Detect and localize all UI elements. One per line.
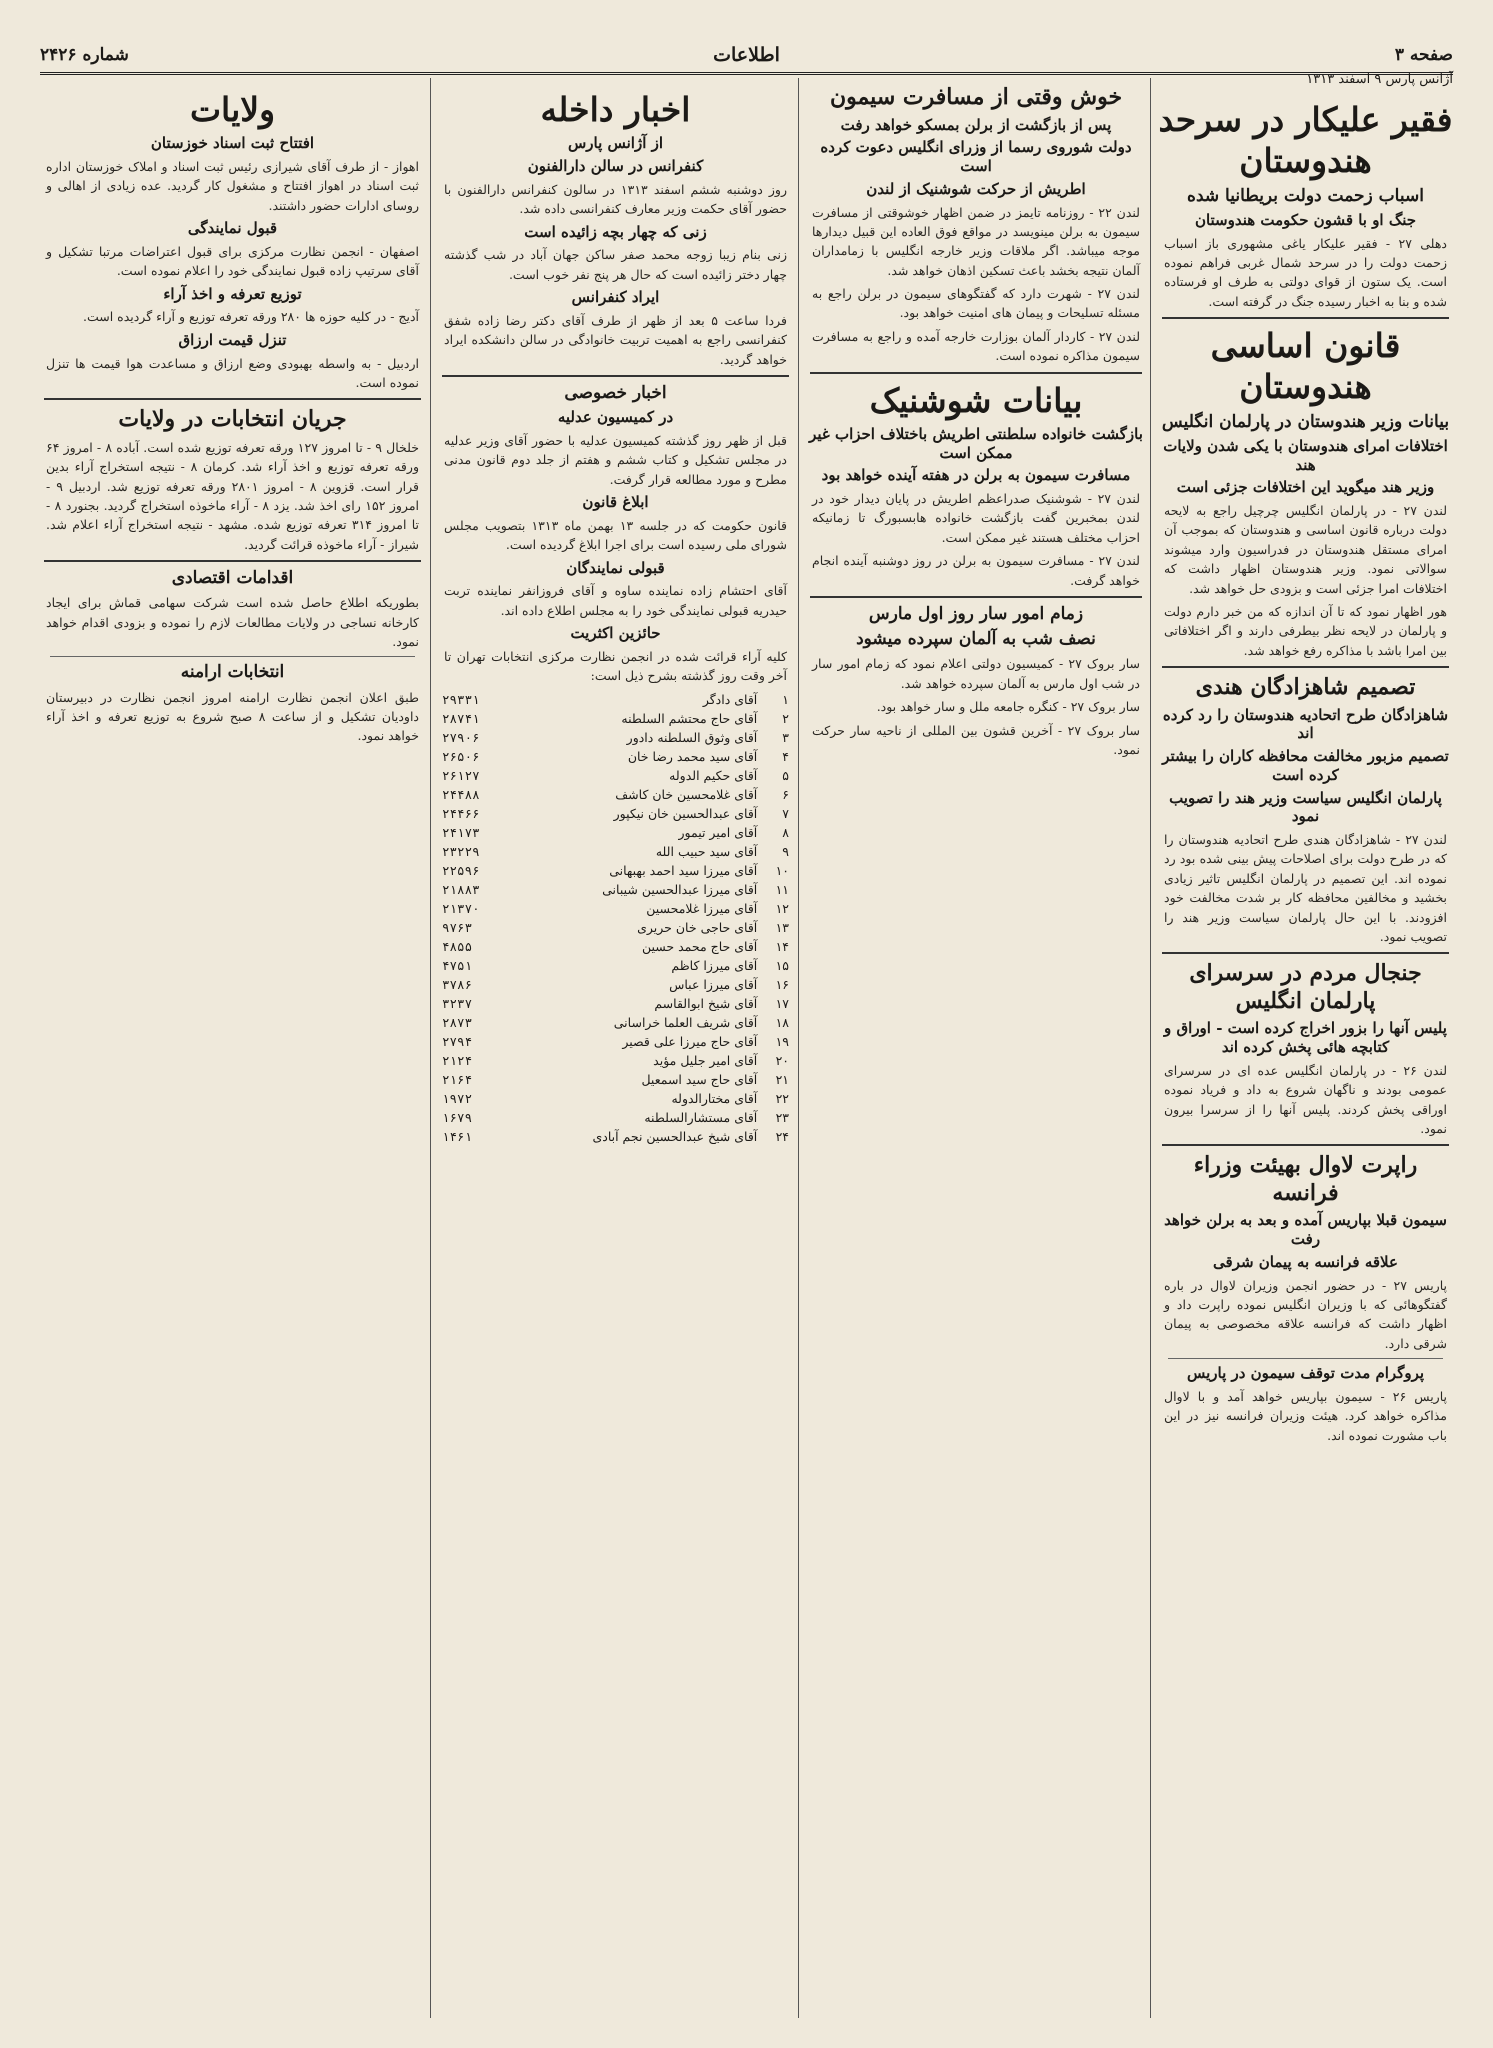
table-row [438, 766, 793, 785]
table-row [438, 937, 793, 956]
rank-cell: ۲ [782, 710, 789, 726]
headline-simon-trip: خوش وقتی از مسافرت سیمون [829, 84, 1123, 110]
headline-armenian-elections: انتخابات ارامنه [180, 662, 285, 683]
table-row [438, 1051, 793, 1070]
rank-cell: ۸ [782, 824, 789, 840]
rank-cell: ۶ [782, 786, 789, 802]
name-cell: آقای میرزا عبدالحسین شیبانی [602, 881, 758, 897]
name-cell: آقای دادگر [702, 691, 758, 707]
subhead: افتتاح ثبت اسناد خوزستان [150, 134, 315, 153]
column-rule [798, 78, 799, 2018]
votes-cell: ۴۷۵۱ [442, 957, 473, 973]
subhead: اسباب زحمت دولت بریطانیا شده [1187, 185, 1424, 206]
subhead: قبولی نمایندگان [566, 558, 665, 577]
name-cell: آقای سید حبیب الله [655, 843, 758, 859]
section-title-provinces: ولایات [189, 90, 276, 129]
article-text: آقای احتشام زاده نماینده ساوه و آقای فروزانفر نماینده تربت حیدریه قبولی نمایندگی خود را به مجلس اطلاع داده اند. [444, 583, 787, 618]
subhead: پلیس آنها را بزور اخراج کرده است - اوراق و کتابچه هائی پخش کرده اند [1164, 1019, 1447, 1056]
votes-cell: ۲۱۳۷۰ [442, 900, 480, 916]
name-cell: آقای امیر تیمور [678, 824, 758, 840]
rank-cell: ۱۰ [775, 862, 789, 878]
table-row [438, 918, 793, 937]
votes-cell: ۲۸۷۴۱ [442, 710, 480, 726]
source-line: از آژانس پارس [567, 134, 664, 153]
headline-parliament: جنجال مردم در سرسرای پارلمان انگلیس [1189, 960, 1422, 1014]
subhead: مسافرت سیمون به برلن در هفته آینده خواهد بود [821, 466, 1131, 485]
votes-cell: ۱۹۷۲ [442, 1090, 473, 1106]
name-cell: آقای مستشارالسلطنه [644, 1109, 758, 1125]
votes-cell: ۲۱۶۴ [442, 1071, 473, 1087]
name-cell: آقای میرزا عباس [669, 976, 758, 992]
article-text: بطوریکه اطلاع حاصل شده است شرکت سهامی قماش برای ایجاد کارخانه نساجی در ولایات مطالعات لازم را نموده و بزودی اقدام خواهد نمود. [46, 595, 419, 649]
page-label: صفحه ۳ [1394, 45, 1453, 65]
article-text: روز دوشنبه ششم اسفند ۱۳۱۳ در سالون کنفرانس دارالفنون با حضور آقای حکمت وزیر معارف کنفرانسی داده شد. [444, 181, 788, 217]
subhead: شاهزادگان طرح اتحادیه هندوستان را رد کرده اند [1162, 705, 1449, 743]
subhead: زنی که چهار بچه زائیده است [524, 222, 707, 241]
masthead [40, 38, 1453, 75]
votes-cell: ۲۴۱۷۳ [442, 824, 480, 840]
votes-cell: ۲۶۵۰۶ [442, 748, 480, 764]
article-text: اردبیل - به واسطه بهبودی وضع ارزاق و مساعدت هوا قیمت ها تنزل نموده است. [46, 355, 419, 390]
rank-cell: ۱۲ [775, 900, 789, 916]
divider [810, 372, 1142, 374]
divider [44, 398, 421, 400]
divider [50, 656, 415, 657]
table-row [438, 785, 793, 804]
article-text: قبل از ظهر روز گذشته کمیسیون عدلیه با حضور آقای وزیر عدلیه در مجلس تشکیل و کتاب ششم و هفتم از جلد دوم قانون مدنی مطرح و مورد مطالعه قرار گرفت. [444, 432, 787, 487]
name-cell: آقای حاج محتشم السلطنه [621, 710, 758, 726]
rank-cell: ۹ [782, 843, 789, 859]
subhead: اختلافات امرای هندوستان با یکی شدن ولایات هند [1163, 436, 1448, 474]
rank-cell: ۱۱ [775, 881, 789, 897]
subhead: توزیع تعرفه و اخذ آراء [163, 284, 302, 303]
article-text: لندن ۲۷ - شاهزادگان هندی طرح اتحادیه هندوستان را که در طرح دولت برای اصلاحات پیش بینی شده بود رد نموده اند. این تصمیم در پارلمان انگلیس تاثیر زیادی بخشید و مخالفین محافظه کار بر شدت مخالفت خود افزودند. با این حال پارلمان سیاست وزیر هند را تصویب نمود. [1164, 832, 1447, 944]
name-cell: آقای میرزا غلامحسین [646, 900, 758, 916]
name-cell: آقای امیر جلیل مؤید [653, 1052, 758, 1068]
vote-table [438, 690, 793, 1146]
votes-cell: ۳۲۳۷ [442, 995, 473, 1011]
article-text: پاریس ۲۶ - سیمون بپاریس خواهد آمد و با لاوال مذاکره خواهد کرد. هیئت وزیران فرانسه نیز در این باب مشورت نموده اند. [1164, 1388, 1448, 1443]
article-text: زنی بنام زیبا زوجه محمد صفر ساکن جهان آباد در شب گذشته چهار دختر زائیده است که حال هر پنج نفر خوب است. [444, 247, 787, 282]
subhead: قبول نمایندگی [187, 219, 278, 238]
column-simon [806, 80, 1146, 2018]
section-title-private: اخبار خصوصی [564, 382, 667, 403]
issue-number: شماره ۲۴۲۶ [40, 45, 129, 65]
votes-cell: ۲۹۳۳۱ [442, 691, 480, 707]
article-text: دهلی ۲۷ - فقیر علیکار یاغی مشهوری باز اسباب زحمت دولت را در سرحد شمال غربی فراهم نموده است. یک ستون از قوای دولتی به طرف او فرستاده شده و بنا به اخبار رسیده جنگ در گرفته است. [1164, 235, 1447, 309]
rank-cell: ۲۱ [775, 1071, 789, 1087]
subhead: پارلمان انگلیس سیاست وزیر هند را تصویب نمود [1169, 788, 1442, 826]
table-row [438, 880, 793, 899]
subhead: پس از بازگشت از برلن بمسکو خواهد رفت [840, 115, 1112, 134]
subhead: علاقه فرانسه به پیمان شرقی [1213, 1252, 1398, 1271]
article-text: سار بروک ۲۷ - کمیسیون دولتی اعلام نمود که زمام امور سار در شب اول مارس به آلمان سپرده خواهد شد. [812, 656, 1140, 691]
subhead: بیانات وزیر هندوستان در پارلمان انگلیس [1161, 411, 1450, 432]
divider [1162, 1144, 1449, 1146]
name-cell: آقای وثوق السلطنه دادور [626, 729, 758, 745]
divider [1168, 1358, 1443, 1359]
votes-cell: ۹۷۶۳ [442, 919, 473, 935]
table-row [438, 1108, 793, 1127]
table-row [438, 804, 793, 823]
column-domestic [438, 85, 793, 2018]
rank-cell: ۱۳ [775, 919, 789, 935]
name-cell: آقای حاج محمد حسین [641, 938, 758, 954]
subhead: ایراد کنفرانس [571, 288, 660, 306]
headline-economy: اقدامات اقتصادی [171, 568, 294, 588]
subhead: تنزل قیمت ارزاق [178, 330, 287, 349]
name-cell: آقای شیخ ابوالقاسم [654, 995, 758, 1011]
date-line: آژانس پارس ۹ اسفند ۱۳۱۳ [1306, 72, 1453, 87]
headline-simon-program: پروگرام مدت توقف سیمون در پاریس [1186, 1364, 1425, 1382]
article-text: لندن ۲۶ - در پارلمان انگلیس عده ای در سرسرای عمومی بودند و ناگهان شروع به داد و فریاد نموده اوراقی پخش کردند. پلیس آنها را از سرسرا بیرون نمود. [1164, 1062, 1447, 1136]
article-text: سار بروک ۲۷ - آخرین قشون بین المللی از ناحیه سار حرکت نمود. [812, 722, 1140, 757]
name-cell: آقای حاج میرزا علی قصیر [622, 1033, 758, 1049]
divider [1162, 317, 1449, 319]
article-text: اصفهان - انجمن نظارت مرکزی برای قبول اعتراضات مرتبا تشکیل و آقای سرتیپ زاده قبول نمایندگی خود را اعلام نموده است. [46, 243, 419, 279]
rank-cell: ۲۰ [775, 1052, 789, 1068]
subhead: بازگشت خانواده سلطنتی اطریش باختلاف احزاب غیر ممکن است [809, 424, 1143, 462]
table-row [438, 690, 793, 709]
headline-constitution: قانون اساسی هندوستان [1210, 326, 1401, 407]
rank-cell: ۲۲ [775, 1090, 789, 1106]
article-text: کلیه آراء قرائت شده در انجمن نظارت مرکزی انتخابات تهران تا آخر وقت روز گذشته بشرح ذیل است: [444, 648, 787, 684]
votes-cell: ۲۴۴۸۸ [442, 786, 480, 802]
votes-cell: ۲۲۵۹۶ [442, 862, 480, 878]
subhead: کنفرانس در سالن دارالفنون [527, 157, 704, 175]
votes-cell: ۲۴۴۶۶ [442, 805, 480, 821]
headline-saar: زمام امور سار روز اول مارس [868, 603, 1084, 624]
name-cell: آقای غلامحسین خان کاشف [615, 786, 758, 802]
divider [1162, 666, 1449, 668]
name-cell: آقای حاج سید اسمعیل [641, 1071, 758, 1087]
votes-cell: ۲۸۷۳ [442, 1014, 473, 1030]
divider [442, 375, 789, 377]
rank-cell: ۱۴ [775, 938, 789, 954]
rank-cell: ۱۹ [775, 1033, 789, 1049]
divider [810, 596, 1142, 598]
subhead: تصمیم مزبور مخالفت محافظه کاران را بیشتر کرده است [1162, 747, 1449, 784]
article-text: آدیج - در کلیه حوزه ها ۲۸۰ ورقه تعرفه توزیع و آراء گردیده است. [82, 309, 419, 325]
article-text: لندن ۲۷ - مسافرت سیمون به برلن در روز دوشنبه آینده انجام خواهد گرفت. [812, 553, 1140, 588]
headline-laval: راپرت لاوال بهیئت وزراء فرانسه [1193, 1152, 1418, 1206]
article-text: سار بروک ۲۷ - کنگره جامعه ملل و سار خواهد بود. [876, 699, 1140, 715]
rank-cell: ۴ [782, 748, 789, 764]
votes-cell: ۲۳۲۲۹ [442, 843, 480, 859]
table-row [438, 747, 793, 766]
table-row [438, 899, 793, 918]
rank-cell: ۱۸ [775, 1014, 789, 1030]
article-text: لندن ۲۷ - شوشنیک صدراعظم اطریش در پایان دیدار خود در لندن بمخبرین گفت بازگشت خانواده هابسبورگ تا زمانیکه احزاب مختلف هستند غیر ممکن است. [812, 491, 1140, 545]
table-row [438, 842, 793, 861]
article-text: هور اظهار نمود که تا آن اندازه که من خبر دارم دولت و پارلمان در لایحه نظر بیطرفی دارند و اگر اختلافاتی بین امرا باشد با مذاکره رفع خواهد شد. [1164, 603, 1447, 658]
table-row [438, 1032, 793, 1051]
headline-saar-2: نصف شب به آلمان سپرده میشود [856, 629, 1096, 650]
article-text: قانون حکومت که در جلسه ۱۳ بهمن ماه ۱۳۱۳ بتصویب مجلس شورای ملی رسیده است برای اجرا ابلاغ گردیده است. [444, 517, 787, 553]
column-provinces [40, 85, 425, 2018]
rank-cell: ۳ [782, 729, 789, 745]
article-text: پاریس ۲۷ - در حضور انجمن وزیران لاوال در باره گفتگوهائی که با وزیران انگلیس نموده راپرت داد و اظهار داشت که فرانسه علاقه مخصوصی به پیمان شرقی دارد. [1164, 1277, 1447, 1351]
table-row [438, 994, 793, 1013]
table-row [438, 1070, 793, 1089]
table-row [438, 823, 793, 842]
table-row [438, 975, 793, 994]
column-india [1158, 95, 1453, 2018]
article-text: لندن ۲۷ - کاردار آلمان بوزارت خارجه آمده و راجع به مسافرت سیمون مذاکره نموده است. [812, 328, 1140, 364]
headline-princes: تصمیم شاهزادگان هندی [1195, 674, 1416, 700]
column-rule [430, 78, 431, 2018]
votes-cell: ۲۷۹۴ [442, 1033, 473, 1049]
votes-cell: ۲۶۱۲۷ [442, 767, 480, 783]
rank-cell: ۲۳ [775, 1109, 789, 1125]
article-text: فردا ساعت ۵ بعد از ظهر از طرف آقای دکتر رضا زاده شفق کنفرانسی راجع به اهمیت تربیت خانوادگی در سالن دانشکده ایراد خواهد گردید. [444, 312, 787, 367]
table-row [438, 956, 793, 975]
name-cell: آقای شریف العلما خراسانی [613, 1014, 758, 1030]
name-cell: آقای حکیم الدوله [669, 767, 758, 783]
table-row [438, 861, 793, 880]
table-row [438, 728, 793, 747]
article-text: طبق اعلان انجمن نظارت ارامنه امروز انجمن نظارت در دبیرستان داودیان تشکیل و از ساعت ۸ صبح شروع به توزیع تعرفه و اخذ آراء خواهد نمود. [46, 689, 420, 744]
paper-name: اطلاعات [713, 44, 780, 66]
subhead: در کمیسیون عدلیه [557, 408, 674, 427]
votes-cell: ۲۷۹۰۶ [442, 729, 480, 745]
subhead: سیمون قبلا بپاریس آمده و بعد به برلن خواهد رفت [1164, 1211, 1447, 1248]
votes-cell: ۱۶۷۹ [442, 1109, 473, 1125]
article-text: لندن ۲۲ - روزنامه تایمز در ضمن اظهار خوشوقتی از مسافرت سیمون به برلن مینویسد در مواقع فوق العاده این قبیل دیدارها موجه میباشد. اگر ملاقات وزیر خارجه انگلیس با زمامداران آلمان نتیجه بخشد باعث تسکین اذهان خواهد شد. [812, 204, 1140, 278]
rank-cell: ۱۷ [775, 995, 789, 1011]
name-cell: آقای شیخ عبدالحسین نجم آبادی [592, 1128, 758, 1144]
rank-cell: ۱ [782, 691, 789, 707]
votes-cell: ۲۱۲۴ [442, 1052, 473, 1068]
subhead: ابلاغ قانون [582, 493, 649, 511]
subhead: اطریش از حرکت شوشنیک از لندن [866, 179, 1086, 198]
article-text: اهواز - از طرف آقای شیرازی رئیس ثبت اسناد و املاک خوزستان اداره ثبت اسناد در اهواز افتتاح و مشغول کار گردید. عده زیادی از اهالی و روسای ادارات حضور داشتند. [46, 159, 419, 213]
subhead: وزیر هند میگوید این اختلافات جزئی است [1176, 478, 1435, 497]
rank-cell: ۲۴ [775, 1128, 789, 1144]
rank-cell: ۵ [782, 767, 789, 783]
article-text: خلخال ۹ - تا امروز ۱۲۷ ورقه تعرفه توزیع شده است. آباده ۸ - امروز ۶۴ ورقه تعرفه توزیع و اخذ آراء شد. کرمان ۸ - نتیجه استخراج آراء بدین قرار است. قزوین ۸ - امروز ۲۸۰۱ ورقه تعرفه توزیع شد. اردبیل ۹ - امروز ۱۵۲ رای اخذ شد. یزد ۸ - آراء ماخوذه استخراج گردید. بجنورد ۸ - تا امروز ۳۱۴ تعرفه توزیع شده. مشهد - نتیجه استخراج آراء اعلام شد. شیراز - آراء ماخوذه قرائت گردید. [46, 439, 420, 552]
article-text: لندن ۲۷ - شهرت دارد که گفتگوهای سیمون در برلن راجع به مسئله تسلیحات و پیمان های امنیت خواهد بود. [812, 286, 1140, 321]
subhead: دولت شوروی رسما از وزرای انگلیس دعوت کرده است [820, 138, 1132, 175]
name-cell: آقای میرزا سید احمد بهبهانی [609, 862, 758, 878]
subhead: حائزین اکثریت [570, 624, 661, 642]
divider [44, 560, 421, 562]
rank-cell: ۱۵ [775, 957, 789, 973]
headline-elections: جریان انتخابات در ولایات [118, 406, 347, 433]
votes-cell: ۴۸۵۵ [442, 938, 473, 954]
rank-cell: ۱۶ [775, 976, 789, 992]
table-row [438, 1127, 793, 1146]
name-cell: آقای سید محمد رضا خان [627, 748, 758, 764]
column-rule [1150, 78, 1151, 2018]
name-cell: آقای حاجی خان حریری [637, 919, 758, 935]
table-row [438, 709, 793, 728]
section-title-domestic: اخبار داخله [540, 90, 691, 129]
name-cell: آقای عبدالحسین خان نیکپور [613, 805, 758, 821]
name-cell: آقای مختارالدوله [671, 1090, 758, 1106]
name-cell: آقای میرزا کاظم [671, 957, 758, 973]
votes-cell: ۱۴۶۱ [442, 1128, 473, 1144]
article-text: لندن ۲۷ - در پارلمان انگلیس چرچیل راجع به لایحه دولت درباره قانون اساسی و هندوستان که بموجب آن امرای مستقل هندوستان در فدراسیون وارد میشوند سوالاتی نمود. وزیر هندوستان اظهار داشت که اختلافات امرا جزئی است و بزودی حل خواهد شد. [1164, 503, 1448, 596]
table-row [438, 1089, 793, 1108]
votes-cell: ۳۷۸۶ [442, 976, 473, 992]
headline-faqir: فقیر علیکار در سرحد هندوستان [1158, 100, 1453, 181]
votes-cell: ۲۱۸۸۳ [442, 881, 480, 897]
table-row [438, 1013, 793, 1032]
subhead: جنگ او با قشون حکومت هندوستان [1194, 210, 1417, 229]
rank-cell: ۷ [782, 805, 789, 821]
headline-schuschnigg: بیانات شوشنیک [869, 380, 1083, 420]
divider [1162, 952, 1449, 954]
